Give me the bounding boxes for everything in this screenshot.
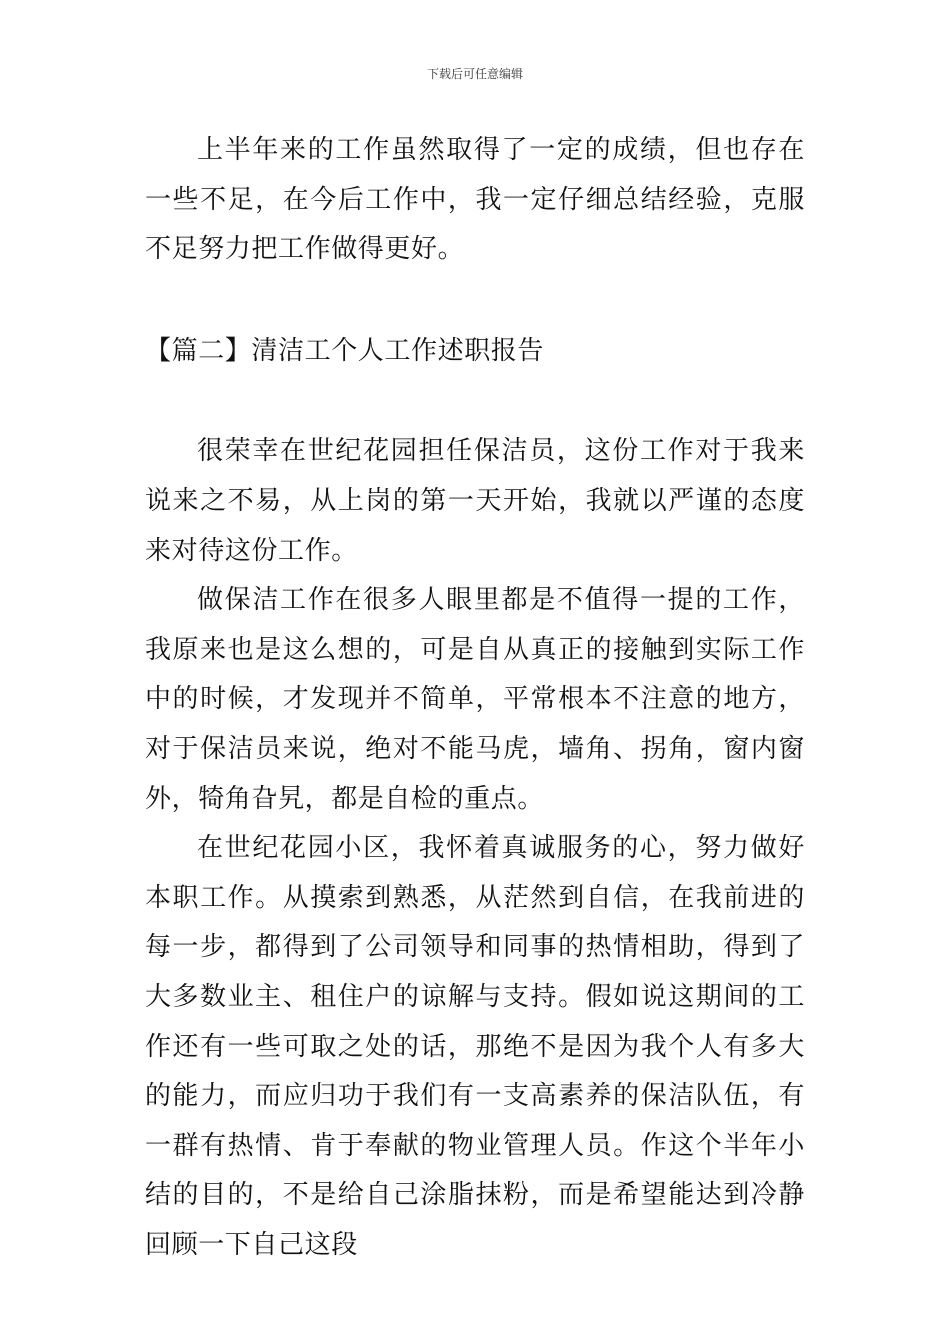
section-heading: 【篇二】清洁工个人工作述职报告 <box>145 335 545 366</box>
intro-paragraph: 上半年来的工作虽然取得了一定的成绩，但也存在一些不足，在今后工作中，我一定仔细总结经验，克服不足努力把工作做得更好。 <box>145 135 805 265</box>
body-paragraph-1: 很荣幸在世纪花园担任保洁员，这份工作对于我来说来之不易，从上岗的第一天开始，我就以严谨的态度来对待这份工作。 <box>145 436 805 566</box>
body-paragraph-2: 做保洁工作在很多人眼里都是不值得一提的工作，我原来也是这么想的，可是自从真正的接触到实际工作中的时候，才发现并不简单，平常根本不注意的地方，对于保洁员来说，绝对不能马虎，墙角、拐角，窗内窗外，犄角旮旯，都是自检的重点。 <box>145 585 805 814</box>
body-paragraph-3: 在世纪花园小区，我怀着真诚服务的心，努力做好本职工作。从摸索到熟悉，从茫然到自信，在我前进的每一步，都得到了公司领导和同事的热情相助，得到了大多数业主、租住户的谅解与支持。假如说这期间的工作还有一些可取之处的话，那绝不是因为我个人有多大的能力，而应归功于我们有一支高素养的保洁队伍，有一群有热情、肯于奉献的物业管理人员。作这个半年小结的目的，不是给自己涂脂抹粉，而是希望能达到冷静回顾一下自己这段 <box>145 833 805 1260</box>
page-header: 下载后可任意编辑 <box>426 67 523 81</box>
spacer <box>145 376 805 427</box>
spacer <box>145 275 805 327</box>
document-body <box>145 126 805 1270</box>
